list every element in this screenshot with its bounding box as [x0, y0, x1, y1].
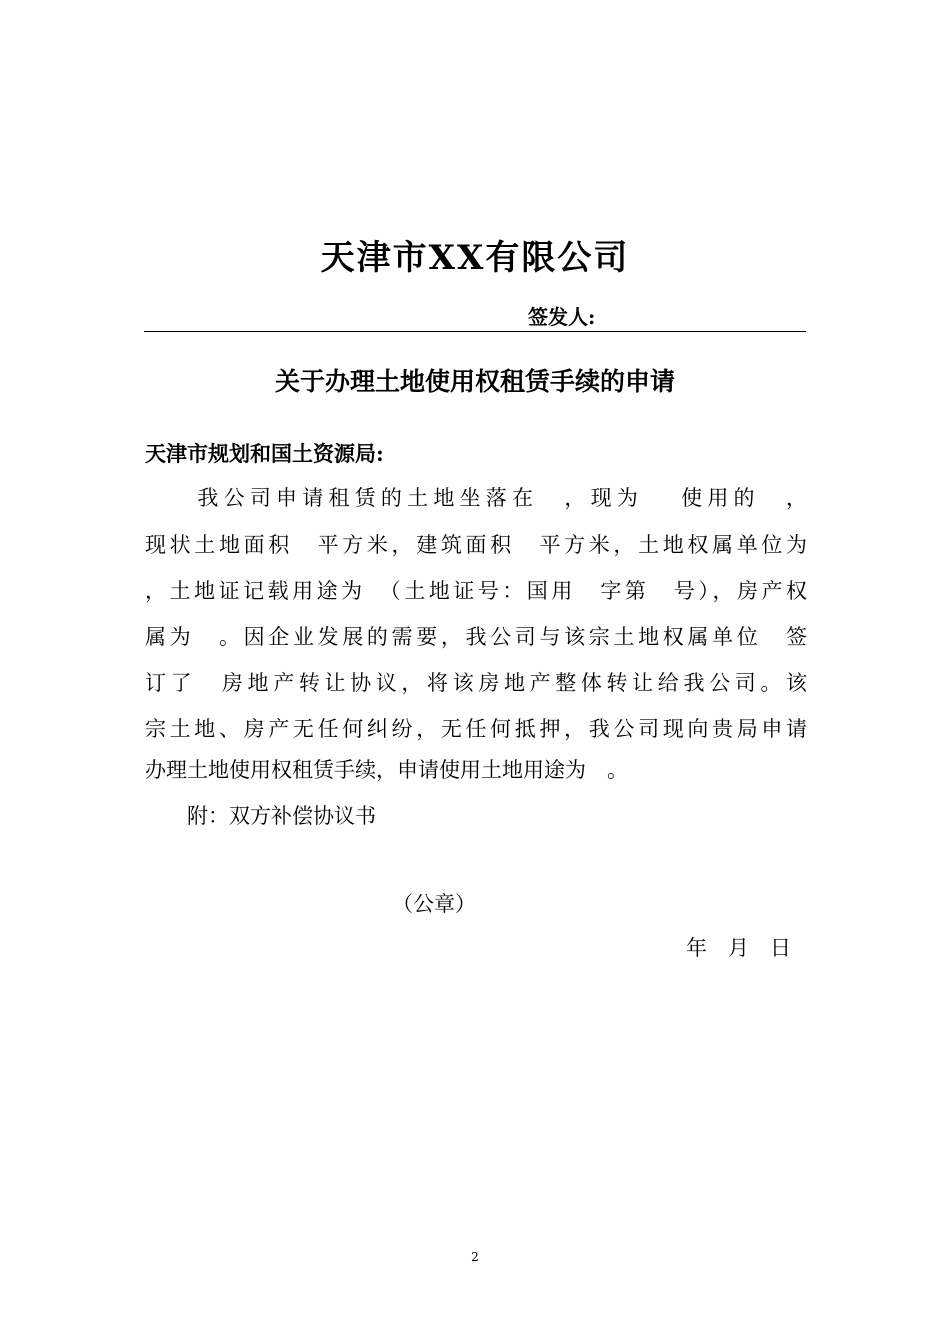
body-paragraph-line: 我公司申请租赁的土地坐落在 ，现为 使用的 ， [145, 486, 807, 510]
body-paragraph-line: 现状土地面积 平方米，建筑面积 平方米，土地权属单位为 [145, 533, 807, 557]
official-seal-placeholder: （公章） [392, 892, 476, 916]
body-paragraph-line: 宗土地、房产无任何纠纷，无任何抵押，我公司现向贵局申请 [145, 717, 807, 741]
recipient-line: 天津市规划和国土资源局: [145, 441, 384, 466]
page-number: 2 [471, 1250, 479, 1264]
document-title: 关于办理土地使用权租赁手续的申请 [274, 367, 675, 396]
company-name-heading: 天津市XX有限公司 [320, 238, 630, 278]
date-line: 年 月 日 [686, 936, 791, 960]
attachment-line: 附：双方补偿协议书 [145, 804, 376, 828]
signer-label: 签发人: [528, 305, 596, 329]
body-paragraph-line: 属为 。因企业发展的需要，我公司与该宗土地权属单位 签 [145, 625, 807, 649]
body-paragraph-line: 办理土地使用权租赁手续，申请使用土地用途为 。 [145, 758, 628, 782]
header-divider [144, 331, 806, 332]
body-paragraph-line: ，土地证记载用途为 （土地证号：国用 字第 号），房产权 [145, 579, 807, 603]
body-paragraph-line: 订了 房地产转让协议，将该房地产整体转让给我公司。该 [145, 671, 807, 695]
